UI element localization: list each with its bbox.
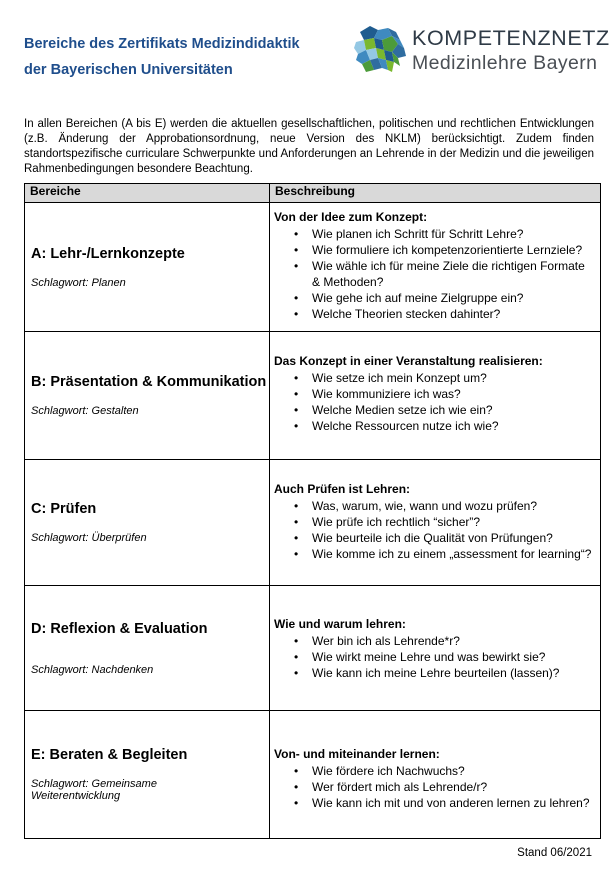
table-row — [25, 460, 601, 586]
area-name: C: Prüfen — [31, 501, 97, 517]
area-keyword: Schlagwort: Nachdenken — [31, 663, 154, 676]
document-date: Stand 06/2021 — [517, 847, 592, 859]
description-cell — [270, 586, 601, 711]
question-list — [274, 633, 596, 681]
description-title: Auch Prüfen ist Lehren: — [274, 482, 411, 496]
list-item: • Wie prüfe ich rechtlich “sicher”? — [312, 514, 596, 530]
list-item: • Wie gehe ich auf meine Zielgruppe ein? — [312, 290, 596, 306]
list-item: • Wie formuliere ich kompetenzorientierte Lernziele? — [312, 242, 596, 258]
list-item: • Welche Medien setze ich wie ein? — [312, 402, 596, 418]
table-row — [25, 203, 601, 332]
list-item: • Wie wähle ich für meine Ziele die richtigen Formate & Methoden? — [312, 258, 596, 290]
document-title-line-1: Bereiche des Zertifikats Medizindidaktik — [24, 36, 300, 52]
header-bereiche: Bereiche — [25, 184, 270, 203]
question-list — [274, 370, 596, 434]
list-item: • Wie planen ich Schritt für Schritt Lehre? — [312, 226, 596, 242]
area-cell — [25, 203, 270, 332]
area-cell — [25, 460, 270, 586]
list-item: • Wie beurteile ich die Qualität von Prüfungen? — [312, 530, 596, 546]
bavaria-map-icon — [352, 24, 408, 76]
description-title: Wie und warum lehren: — [274, 617, 406, 631]
list-item: • Wie komme ich zu einem „assessment for learning“? — [312, 546, 596, 562]
list-item: • Wie kommuniziere ich was? — [312, 386, 596, 402]
table-header-row — [25, 184, 601, 203]
description-title: Von der Idee zum Konzept: — [274, 210, 428, 224]
list-item: • Welche Theorien stecken dahinter? — [312, 306, 596, 322]
list-item: • Wer fördert mich als Lehrende/r? — [312, 779, 596, 795]
table-row — [25, 332, 601, 460]
question-list — [274, 763, 596, 811]
area-keyword: Schlagwort: Überprüfen — [31, 532, 147, 544]
kompetenznetz-logo — [352, 24, 610, 84]
list-item: • Wie setze ich mein Konzept um? — [312, 370, 596, 386]
logo-subtitle: Medizinlehre Bayern — [412, 52, 598, 74]
list-item: • Was, warum, wie, wann und wozu prüfen? — [312, 498, 596, 514]
document-title — [24, 31, 344, 83]
description-cell — [270, 711, 601, 839]
area-cell — [25, 711, 270, 839]
table-row — [25, 711, 601, 839]
intro-paragraph: In allen Bereichen (A bis E) werden die aktuellen gesellschaftlichen, politischen und rechtlichen Entwicklungen (z.B. Änderung der Approbationsordnung, neue Version des NKLM) berücksichtigt. Zudem finden standortspezifische curriculare Schwerpunkte und Anforderungen an Lehrende in der Medizin und die jeweiligen Rahmenbedingungen besondere Beachtung. — [24, 117, 594, 175]
area-name: E: Beraten & Begleiten — [31, 747, 188, 763]
area-keyword: Schlagwort: Gemeinsame Weiterentwicklung — [31, 778, 157, 802]
question-list — [274, 226, 596, 322]
header-beschreibung: Beschreibung — [270, 184, 601, 203]
areas-table — [24, 183, 601, 839]
logo-name: KOMPETENZNETZ — [412, 26, 610, 50]
area-name: B: Präsentation & Kommunikation — [31, 374, 267, 390]
area-keyword: Schlagwort: Planen — [31, 276, 126, 289]
list-item: • Wie kann ich meine Lehre beurteilen (lassen)? — [312, 665, 596, 681]
area-cell — [25, 586, 270, 711]
list-item: • Wie wirkt meine Lehre und was bewirkt sie? — [312, 649, 596, 665]
area-cell — [25, 332, 270, 460]
table-row — [25, 586, 601, 711]
description-title: Das Konzept in einer Veranstaltung realisieren: — [274, 354, 543, 368]
description-title: Von- und miteinander lernen: — [274, 747, 440, 761]
list-item: • Wer bin ich als Lehrende*r? — [312, 633, 596, 649]
list-item: • Wie kann ich mit und von anderen lernen zu lehren? — [312, 795, 596, 811]
document-title-line-2: der Bayerischen Universitäten — [24, 62, 233, 78]
area-name: A: Lehr-/Lernkonzepte — [31, 245, 185, 262]
list-item: • Welche Ressourcen nutze ich wie? — [312, 418, 596, 434]
description-cell — [270, 203, 601, 332]
description-cell — [270, 332, 601, 460]
area-keyword: Schlagwort: Gestalten — [31, 405, 139, 417]
list-item: • Wie fördere ich Nachwuchs? — [312, 763, 596, 779]
description-cell — [270, 460, 601, 586]
area-name: D: Reflexion & Evaluation — [31, 620, 208, 637]
question-list — [274, 498, 596, 562]
